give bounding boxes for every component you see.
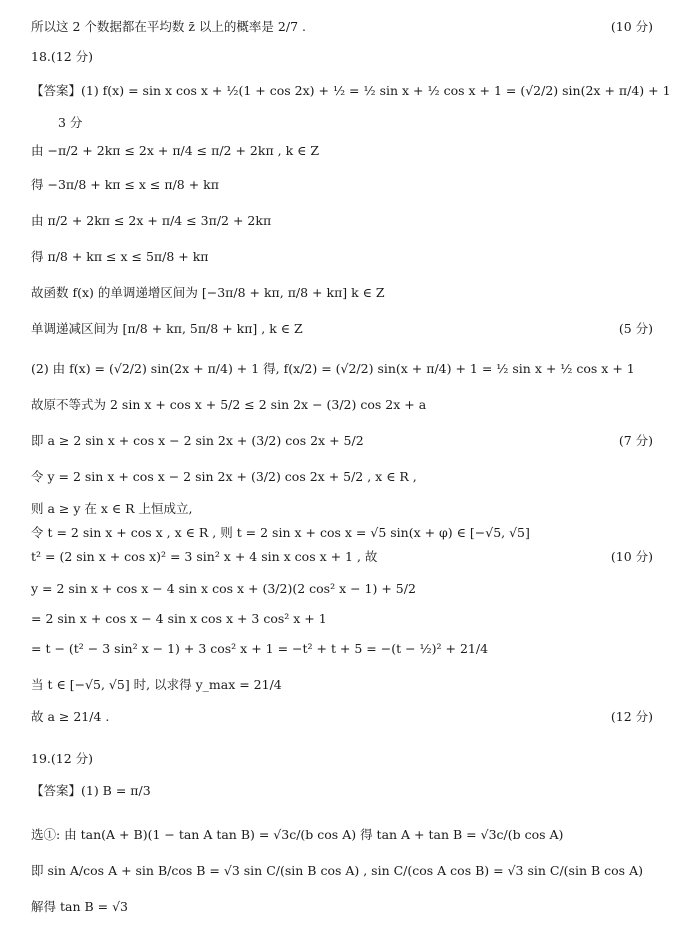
text-line [31,314,653,344]
line-text: = 2 sin x + cos x − 4 sin x cos x + 3 cos² x + 1 [31,611,327,626]
score-label: (7 分) [618,433,653,448]
line-text: 令 y = 2 sin x + cos x − 2 sin 2x + (3/2) cos 2x + 5/2 , x ∈ R , [31,469,417,484]
text-line [31,170,653,200]
line-text: 即 a ≥ 2 sin x + cos x − 2 sin 2x + (3/2) cos 2x + 5/2 [31,433,364,448]
text-line [31,390,653,420]
line-text: (2) 由 f(x) = (√2/2) sin(2x + π/4) + 1 得, f(x/2) = (√2/2) sin(x + π/4) + 1 = ½ sin x + ½ cos x + 1 [31,361,635,376]
text-line [31,856,653,886]
text-line [31,604,653,634]
line-text: 所以这 2 个数据都在平均数 z̄ 以上的概率是 2/7 . [31,19,306,34]
line-text: 单调递减区间为 [π/8 + kπ, 5π/8 + kπ] , k ∈ Z [31,321,303,336]
line-text: 【答案】(1) f(x) = sin x cos x + ½(1 + cos 2x) + ½ = ½ sin x + ½ cos x + 1 = (√2/2) sin(2x + π/4) + 1 [31,83,671,98]
line-text: 得 −3π/8 + kπ ≤ x ≤ π/8 + kπ [31,177,219,192]
text-line [31,206,653,236]
score-label: (12 分) [610,709,653,724]
text-line [31,634,653,664]
score-label: (5 分) [618,321,653,336]
line-text: 18.(12 分) [31,49,94,64]
text-line [31,242,653,272]
line-text: 则 a ≥ y 在 x ∈ R 上恒成立, [31,501,193,516]
line-text: = t − (t² − 3 sin² x − 1) + 3 cos² x + 1 = −t² + t + 5 = −(t − ½)² + 21/4 [31,641,489,656]
line-text: 解得 tan B = √3 [31,899,128,914]
line-text: 得 π/8 + kπ ≤ x ≤ 5π/8 + kπ [31,249,209,264]
line-text: 故原不等式为 2 sin x + cos x + 5/2 ≤ 2 sin 2x − (3/2) cos 2x + a [31,397,427,412]
text-line [31,462,653,492]
line-text: 选①: 由 tan(A + B)(1 − tan A tan B) = √3c/(b cos A) 得 tan A + tan B = √3c/(b cos A) [31,827,564,842]
text-line [31,702,653,732]
text-line [31,892,653,922]
text-line [58,108,653,138]
line-text: 故 a ≥ 21/4 . [31,709,110,724]
line-text: t² = (2 sin x + cos x)² = 3 sin² x + 4 sin x cos x + 1 , 故 [31,549,378,564]
line-text: y = 2 sin x + cos x − 4 sin x cos x + (3/2)(2 cos² x − 1) + 5/2 [31,581,416,596]
text-line [31,426,653,456]
line-text: 3 分 [58,115,83,130]
line-text: 即 sin A/cos A + sin B/cos B = √3 sin C/(sin B cos A) , sin C/(cos A cos B) = √3 sin C/(sin B cos A) [31,863,643,878]
line-text: 【答案】(1) B = π/3 [31,783,151,798]
text-line [31,542,653,572]
line-text: 故函数 f(x) 的单调递增区间为 [−3π/8 + kπ, π/8 + kπ] k ∈ Z [31,285,385,300]
score-label: (10 分) [610,19,653,34]
text-line [31,820,653,850]
text-line [31,12,653,42]
answer-line [31,776,653,806]
question-heading [31,744,653,774]
score-label: (10 分) [610,549,653,564]
line-text: 由 −π/2 + 2kπ ≤ 2x + π/4 ≤ π/2 + 2kπ , k ∈ Z [31,143,320,158]
line-text: 由 π/2 + 2kπ ≤ 2x + π/4 ≤ 3π/2 + 2kπ [31,213,272,228]
text-line [31,136,653,166]
question-heading [31,42,653,72]
line-text: 19.(12 分) [31,751,94,766]
answer-line [31,76,671,106]
line-text: 令 t = 2 sin x + cos x , x ∈ R , 则 t = 2 sin x + cos x = √5 sin(x + φ) ∈ [−√5, √5] [31,525,530,540]
line-text: 当 t ∈ [−√5, √5] 时, 以求得 y_max = 21/4 [31,677,282,692]
text-line [31,574,653,604]
text-line [31,670,653,700]
text-line [31,354,653,384]
text-line [31,278,653,308]
